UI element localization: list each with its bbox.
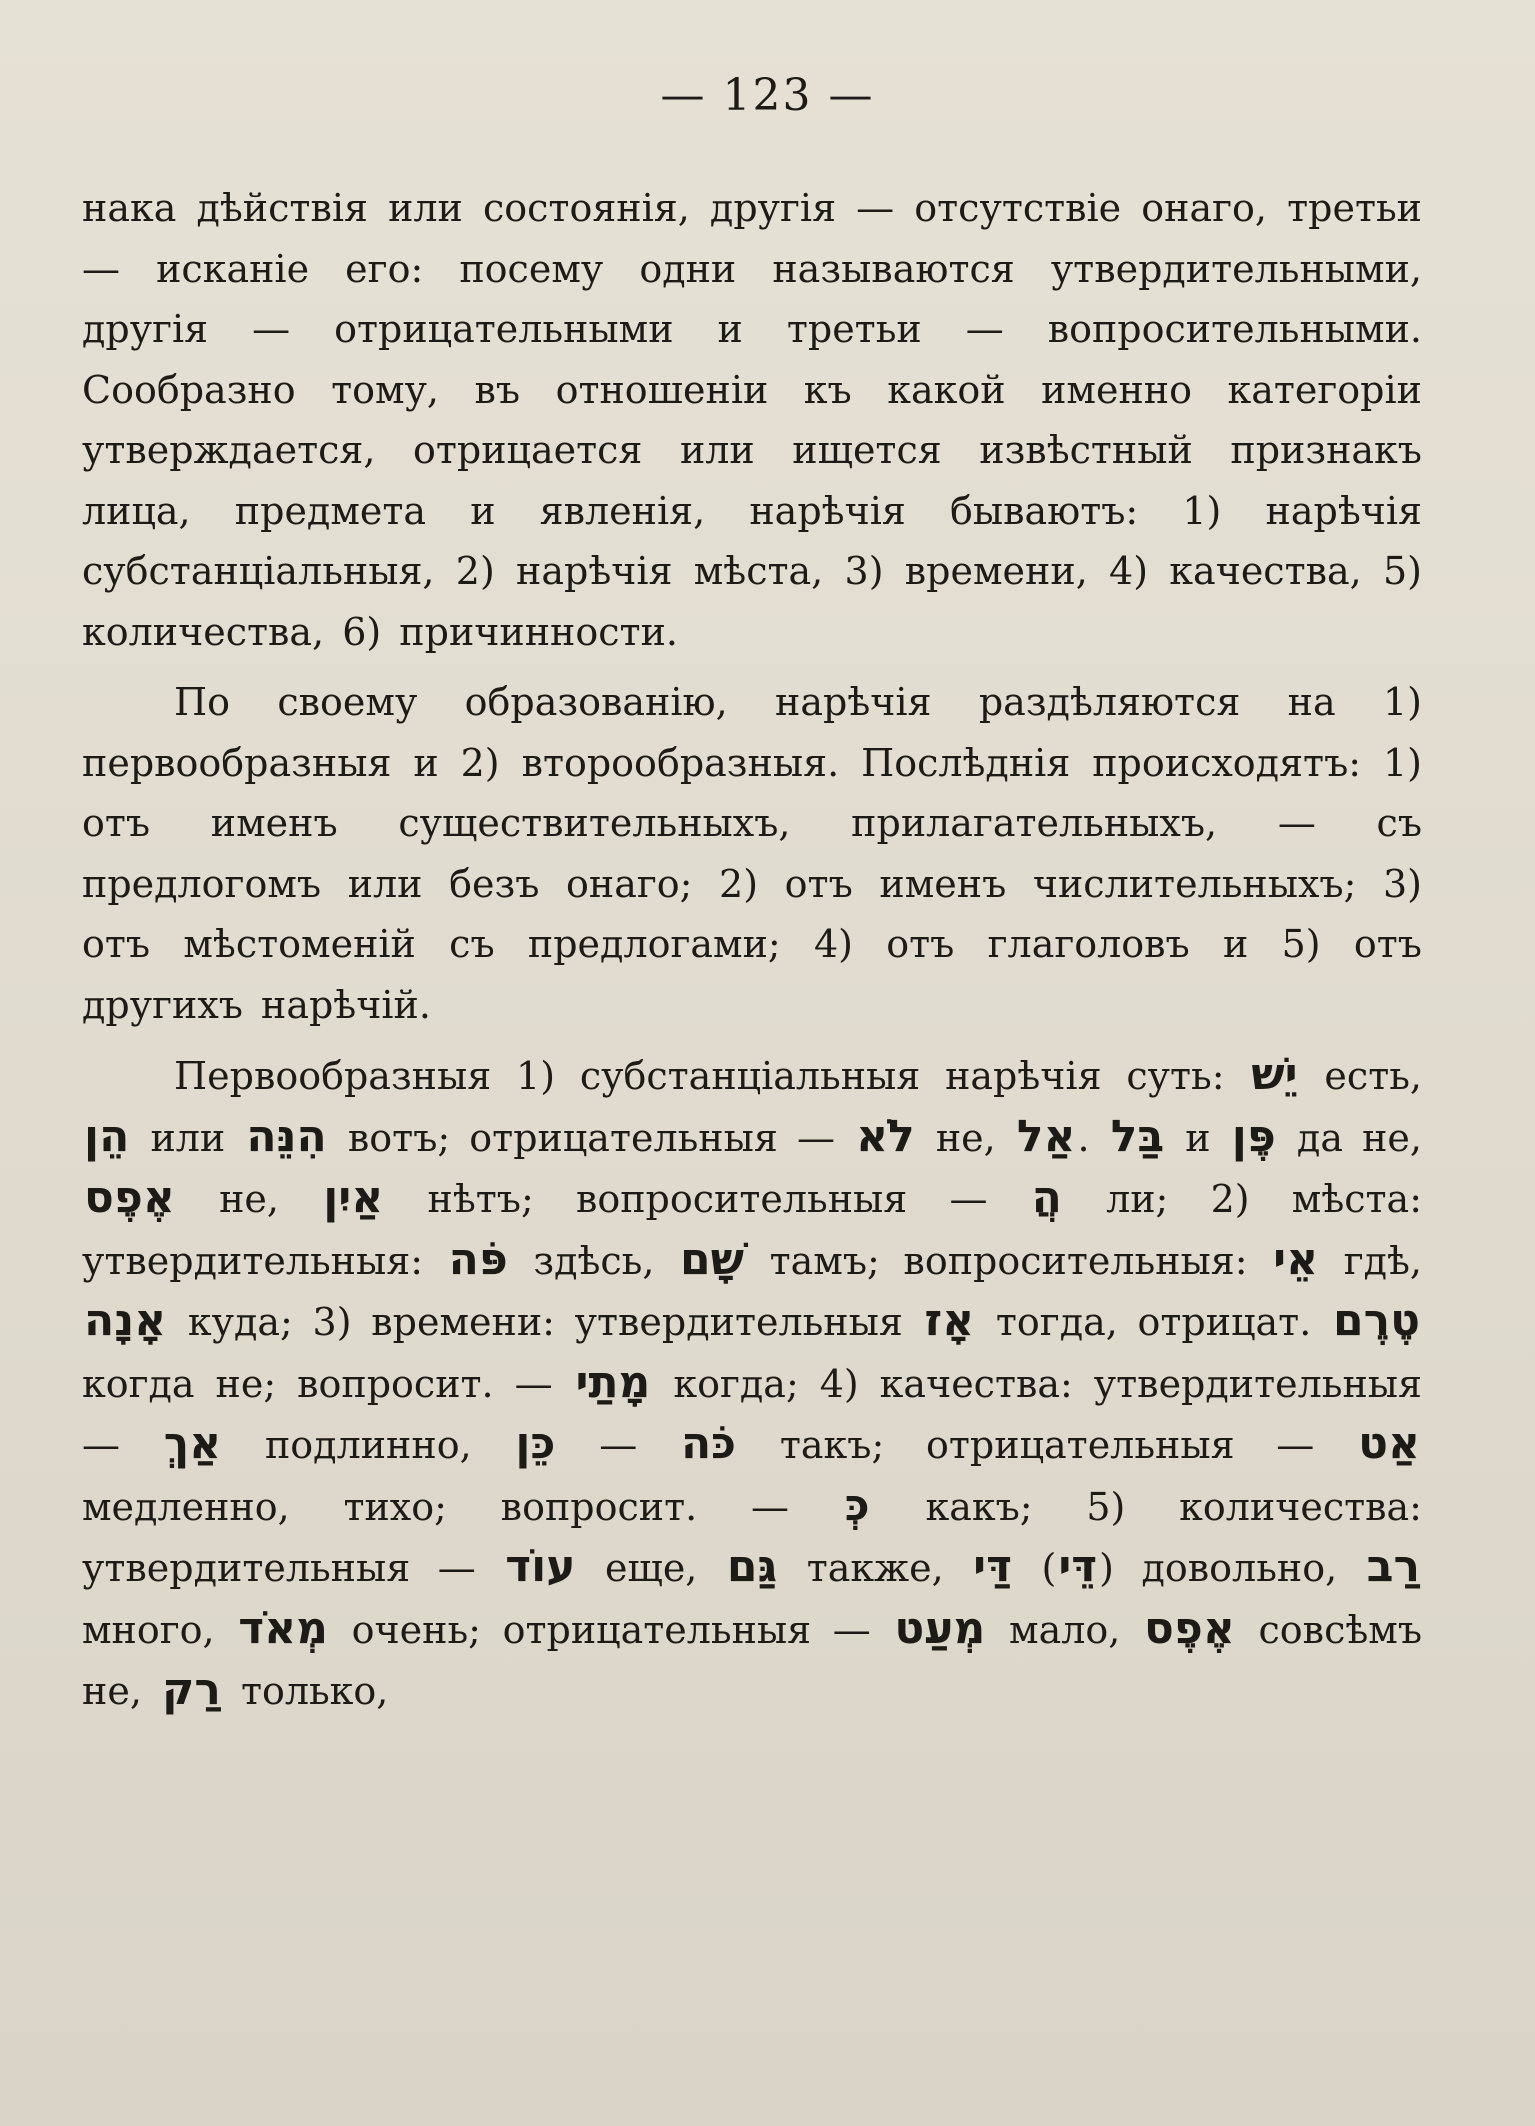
text-run: когда не; вопросит. — [82, 1361, 574, 1406]
paragraph-1 [82, 178, 1422, 662]
hebrew-word: אַךְ [163, 1418, 222, 1469]
text-run: есть, [1299, 1054, 1422, 1098]
hebrew-word: אֶפֶס [1143, 1602, 1235, 1654]
hebrew-word: אָנָה [84, 1295, 167, 1346]
text-run: — [557, 1423, 679, 1467]
hebrew-word: מְעַט [894, 1602, 986, 1654]
text-run: много, [82, 1607, 237, 1652]
text-run: такъ; отрицательныя — [738, 1423, 1357, 1467]
text-run: куда; 3) времени: утвердительныя [168, 1300, 923, 1344]
text-run: очень; отрицательныя — [330, 1607, 893, 1652]
hebrew-word: אֶפֶס [84, 1172, 175, 1223]
text-run: вотъ; отрицательныя — [328, 1115, 855, 1160]
hebrew-word: מָתַי [575, 1356, 651, 1408]
hebrew-word: הֵן [84, 1110, 130, 1162]
body-text [82, 178, 1422, 1722]
hebrew-word: כֹּה [680, 1418, 737, 1469]
text-run: По своему образованію, нарѣчія раздѣляются на 1) первообразныя и 2) второобразныя. Послѣднія происходятъ: 1) отъ именъ существительныхъ, прилагательныхъ, — съ предлогомъ или безъ онаго; 2) отъ именъ числительныхъ; 3) отъ мѣстоменій съ предлогами; 4) отъ глаголовъ и 5) отъ другихъ нарѣчій. [82, 680, 1422, 1027]
text-run: какъ; 5) количества: утвердительныя — [82, 1484, 1422, 1590]
text-run: тогда, отрицат. [976, 1300, 1331, 1344]
text-run: совсѣмъ не, [82, 1607, 1422, 1713]
hebrew-word: פֶּן [1231, 1110, 1276, 1162]
text-run: мало, [987, 1607, 1142, 1652]
text-run: не, [916, 1115, 1015, 1160]
text-run: ) довольно, [1099, 1546, 1365, 1590]
hebrew-word: כֵּן [515, 1418, 556, 1469]
hebrew-word: דַּי [973, 1541, 1012, 1592]
hebrew-word: אַיִן [323, 1172, 384, 1223]
text-run: да не, [1277, 1115, 1422, 1160]
text-run: . [1077, 1115, 1109, 1160]
hebrew-word: עוֹד [505, 1541, 576, 1592]
paragraph-3 [82, 1045, 1422, 1722]
hebrew-word: פֹּה [448, 1233, 508, 1285]
text-run: нака дѣйствія или состоянія, другія — отсутствіе онаго, третьи — исканіе его: посему одни называются утвердительными, другія — отрицательными и третьи — вопросительными. Сообразно тому, въ отношеніи къ какой именно категоріи утверждается, отрицается или ищется извѣстный признакъ лица, предмета и явленія, нарѣчія бываютъ: 1) нарѣчія субстанціальныя, 2) нарѣчія мѣста, 3) времени, 4) качества, 5) количества, 6) причинности. [82, 186, 1422, 654]
hebrew-word: אַל [1016, 1110, 1076, 1162]
hebrew-word: בַּל [1110, 1110, 1165, 1162]
text-run: не, [176, 1177, 322, 1221]
hebrew-word: אָז [924, 1295, 975, 1346]
hebrew-word: רַק [161, 1664, 221, 1715]
text-run: гдѣ, [1320, 1238, 1422, 1283]
hebrew-word: גַּם [726, 1541, 778, 1592]
paragraph-2 [82, 672, 1422, 1035]
text-run: тамъ; вопросительныя: [746, 1238, 1272, 1283]
text-run: Первообразныя 1) субстанціальныя нарѣчія суть: [174, 1054, 1250, 1098]
page-number: — 123 — [660, 70, 875, 121]
hebrew-word: הִנֵּה [246, 1110, 327, 1162]
text-run: также, [779, 1546, 972, 1590]
hebrew-word: כְּ [844, 1479, 870, 1531]
hebrew-word: דֵּי [1058, 1541, 1098, 1592]
text-run: и [1166, 1115, 1230, 1160]
text-run: нѣтъ; вопросительныя — [385, 1177, 1030, 1221]
hebrew-word: אַט [1358, 1418, 1420, 1469]
hebrew-word: טֶרֶם [1332, 1295, 1420, 1346]
text-run: ли; 2) мѣста: утвердительныя: [82, 1177, 1423, 1283]
hebrew-word: רַב [1366, 1541, 1420, 1592]
text-run: еще, [577, 1546, 725, 1590]
text-run: когда; 4) качества: утвердительныя — [82, 1361, 1422, 1467]
text-run: только, [222, 1669, 389, 1713]
text-run: подлинно, [223, 1423, 514, 1467]
text-run: здѣсь, [509, 1238, 679, 1283]
hebrew-word: מְאֹד [238, 1602, 329, 1654]
hebrew-word: שָׁם [680, 1233, 745, 1285]
hebrew-word: אֵי [1273, 1233, 1319, 1285]
text-run: ( [1014, 1546, 1057, 1590]
hebrew-word: לֹא [856, 1110, 915, 1162]
hebrew-word: יֵשׁ [1251, 1049, 1298, 1100]
text-run: медленно, тихо; вопросит. — [82, 1484, 843, 1529]
hebrew-word: הֲ [1031, 1172, 1062, 1223]
text-run: или [131, 1115, 245, 1160]
